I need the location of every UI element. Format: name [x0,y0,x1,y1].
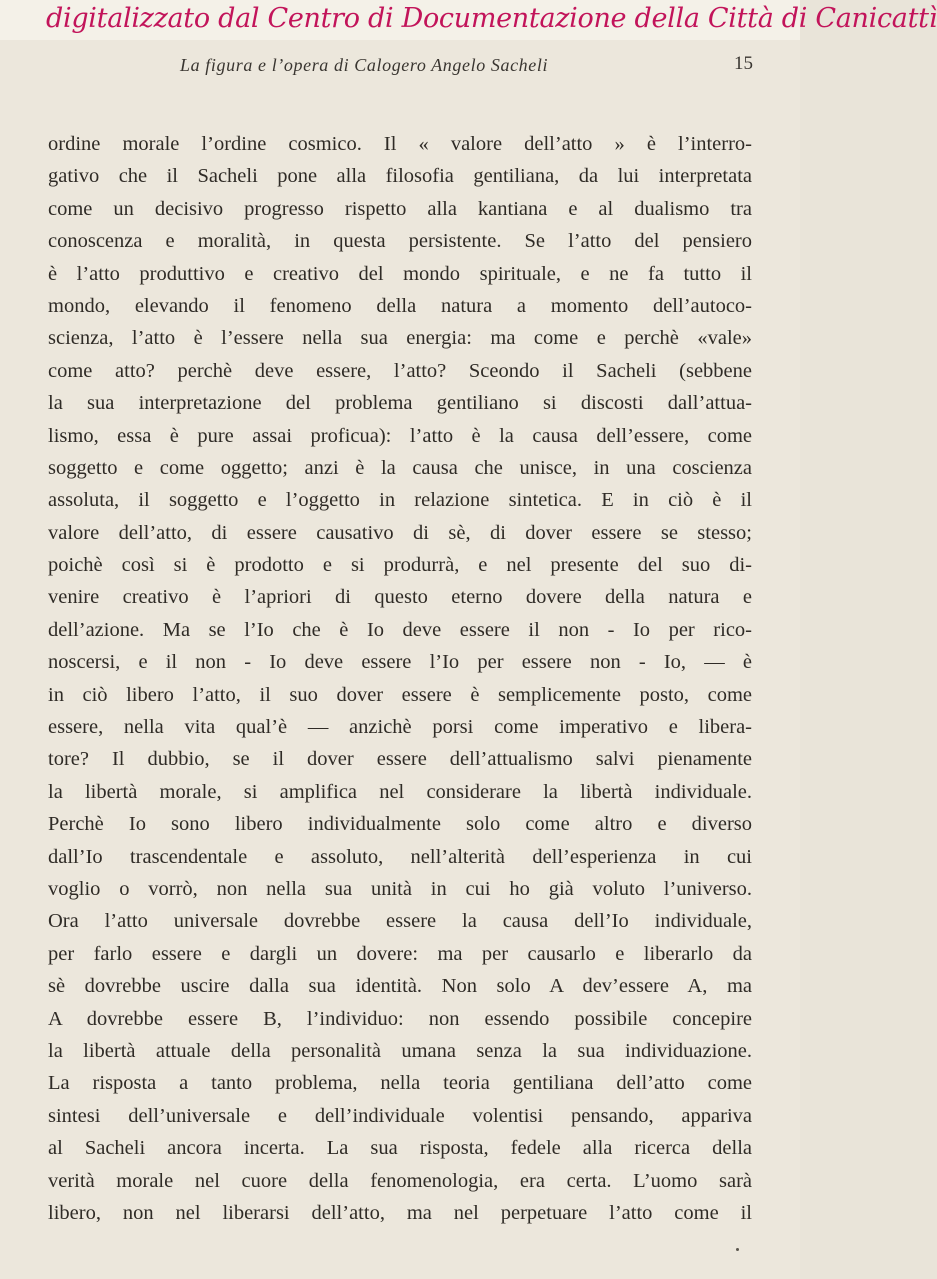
text-line: conoscenza e moralità, in questa persistente. Se l’atto del pensiero [48,230,752,253]
text-line: sè dovrebbe uscire dalla sua identità. Non solo A dev’essere A, ma [48,975,752,998]
text-line: ordine morale l’ordine cosmico. Il « valore dell’atto » è l’interro- [48,133,752,155]
text-line: dell’azione. Ma se l’Io che è Io deve essere il non - Io per rico- [48,618,752,641]
text-line: come un decisivo progresso rispetto alla kantiana e al dualismo tra [48,197,752,220]
text-line: verità morale nel cuore della fenomenologia, era certa. L’uomo sarà [48,1169,752,1192]
text-line: gativo che il Sacheli pone alla filosofia gentiliana, da lui interpretata [48,165,752,188]
text-line: La risposta a tanto problema, nella teoria gentiliana dell’atto come [48,1072,752,1095]
text-line: assoluta, il soggetto e l’oggetto in relazione sintetica. E in ciò è il [48,489,752,512]
scan-speck [736,1248,739,1251]
text-line: venire creativo è l’apriori di questo eterno dovere della natura e [48,586,752,609]
text-line: libero, non nel liberarsi dell’atto, ma nel perpetuare l’atto come il [48,1201,752,1224]
text-line: A dovrebbe essere B, l’individuo: non essendo possibile concepire [48,1007,752,1030]
text-line: sintesi dell’universale e dell’individuale volentisi pensando, appariva [48,1104,752,1127]
text-line: la libertà attuale della personalità umana senza la sua individuazione. [48,1039,752,1062]
body-text [48,128,752,1229]
digitization-watermark: digitalizzato dal Centro di Documentazione della Città di Canicattì [46,3,937,34]
text-line: tore? Il dubbio, se il dover essere dell’attualismo salvi pienamente [48,748,752,771]
text-line: Perchè Io sono libero individualmente solo come altro e diverso [48,813,752,836]
text-line: Ora l’atto universale dovrebbe essere la causa dell’Io individuale, [48,910,752,933]
text-line: lismo, essa è pure assai proficua): l’atto è la causa dell’essere, come [48,424,752,447]
text-line: noscersi, e il non - Io deve essere l’Io per essere non - Io, — è [48,651,752,674]
running-title: La figura e l’opera di Calogero Angelo Sacheli [180,55,549,75]
watermark-band [0,0,937,40]
text-line: in ciò libero l’atto, il suo dover essere è semplicemente posto, come [48,683,752,706]
page-number: 15 [734,53,753,74]
text-line: poichè così si è prodotto e si produrrà, e nel presente del suo di- [48,554,752,577]
text-line: mondo, elevando il fenomeno della natura a momento dell’autoco- [48,294,752,317]
text-line: valore dell’atto, di essere causativo di sè, di dover essere se stesso; [48,521,752,544]
text-line: è l’atto produttivo e creativo del mondo spirituale, e ne fa tutto il [48,262,752,285]
text-line: essere, nella vita qual’è — anzichè porsi come imperativo e libera- [48,716,752,739]
text-line: al Sacheli ancora incerta. La sua risposta, fedele alla ricerca della [48,1137,752,1160]
text-line: come atto? perchè deve essere, l’atto? Sceondo il Sacheli (sebbene [48,359,752,382]
text-line: dall’Io trascendentale e assoluto, nell’alterità dell’esperienza in cui [48,845,752,868]
text-line: scienza, l’atto è l’essere nella sua energia: ma come e perchè «vale» [48,327,752,350]
text-line: la libertà morale, si amplifica nel considerare la libertà individuale. [48,780,752,803]
text-line: voglio o vorrò, non nella sua unità in cui ho già voluto l’universo. [48,877,752,900]
text-line: per farlo essere e dargli un dovere: ma per causarlo e liberarlo da [48,942,752,965]
text-line: soggetto e come oggetto; anzi è la causa che unisce, in una coscienza [48,456,752,479]
text-line: la sua interpretazione del problema gentiliano si discosti dall’attua- [48,392,752,415]
